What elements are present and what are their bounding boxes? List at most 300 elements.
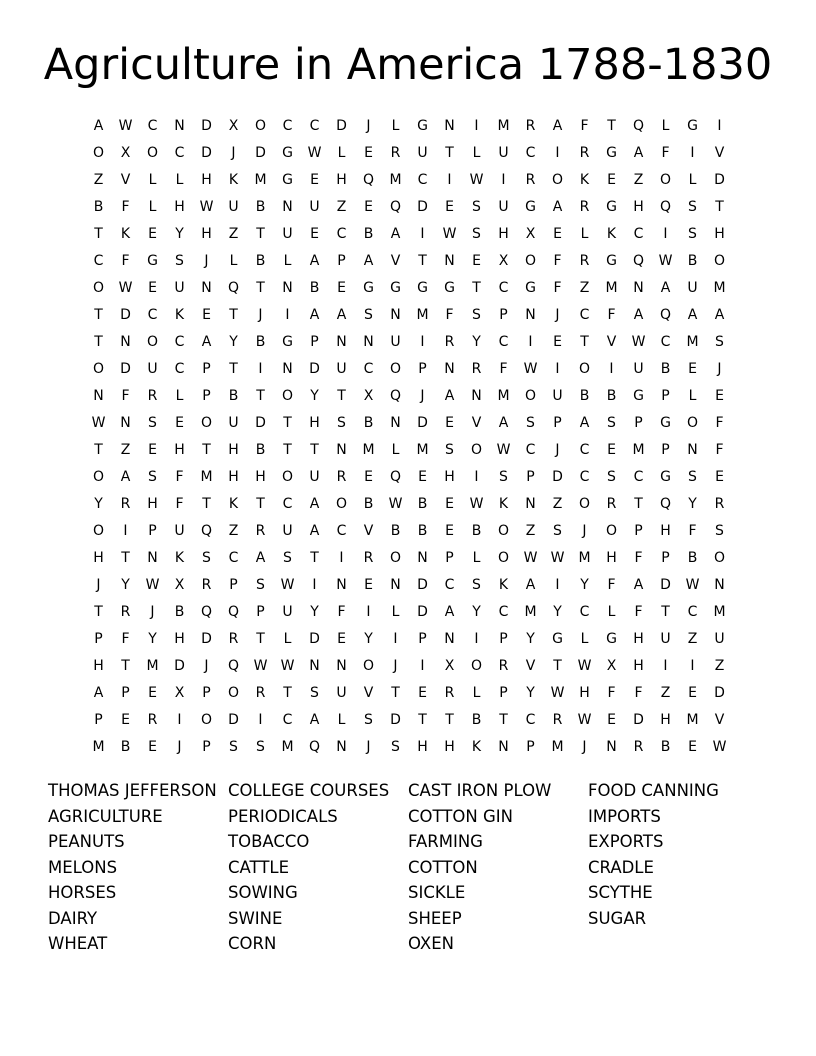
grid-letter: E — [418, 685, 427, 701]
grid-letter: M — [713, 280, 726, 296]
grid-letter: L — [607, 604, 616, 620]
grid-letter: A — [660, 280, 671, 296]
grid-letter: C — [525, 145, 536, 161]
grid-letter: O — [92, 145, 105, 161]
grid-letter: H — [174, 442, 185, 458]
grid-letter: O — [335, 496, 348, 512]
grid-letter: N — [93, 388, 104, 404]
word-list-item: AGRICULTURE — [48, 806, 163, 826]
grid-letter: S — [229, 739, 238, 755]
grid-letter: Q — [659, 307, 672, 323]
grid-letter: L — [337, 145, 346, 161]
grid-letter: S — [715, 334, 724, 350]
grid-letter: I — [663, 658, 668, 674]
grid-letter: H — [309, 415, 320, 431]
grid-letter: W — [523, 361, 538, 377]
grid-letter: S — [256, 577, 265, 593]
grid-letter: O — [605, 523, 618, 539]
grid-letter: N — [336, 334, 347, 350]
grid-letter: I — [447, 172, 452, 188]
grid-letter: U — [687, 280, 698, 296]
grid-letter: E — [310, 172, 319, 188]
grid-letter: N — [282, 280, 293, 296]
grid-letter: I — [555, 361, 560, 377]
grid-letter: O — [146, 334, 159, 350]
grid-letter: Q — [200, 604, 213, 620]
grid-letter: P — [256, 604, 265, 620]
grid-row — [85, 275, 733, 302]
grid-letter: F — [121, 388, 130, 404]
grid-letter: X — [444, 658, 455, 674]
grid-letter: R — [714, 496, 725, 512]
grid-letter: N — [471, 388, 482, 404]
grid-letter: C — [417, 172, 428, 188]
grid-letter: P — [337, 253, 346, 269]
word-list-item: WHEAT — [48, 934, 108, 953]
grid-letter: H — [174, 631, 185, 647]
grid-letter: R — [579, 145, 590, 161]
grid-letter: Y — [310, 388, 319, 404]
grid-row — [85, 140, 733, 167]
grid-letter: R — [552, 712, 563, 728]
grid-row — [85, 356, 733, 383]
grid-letter: N — [687, 442, 698, 458]
word-list-item: THOMAS JEFFERSON — [48, 781, 217, 800]
grid-letter: H — [606, 550, 617, 566]
grid-letter: I — [366, 604, 371, 620]
grid-row — [85, 572, 733, 599]
grid-letter: I — [474, 118, 479, 134]
grid-letter: I — [258, 712, 263, 728]
grid-row — [85, 491, 733, 518]
grid-letter: E — [445, 199, 454, 215]
grid-letter: A — [714, 307, 725, 323]
grid-letter: N — [363, 334, 374, 350]
grid-letter: L — [175, 172, 184, 188]
grid-letter: G — [417, 280, 428, 296]
grid-letter: C — [498, 604, 509, 620]
grid-letter: T — [310, 550, 319, 566]
grid-letter: X — [363, 388, 374, 404]
grid-letter: W — [388, 496, 403, 512]
grid-letter: A — [120, 469, 131, 485]
grid-letter: W — [550, 685, 565, 701]
grid-letter: R — [444, 334, 455, 350]
grid-letter: B — [174, 604, 185, 620]
grid-letter: S — [526, 415, 535, 431]
grid-letter: E — [715, 388, 724, 404]
grid-letter: G — [606, 199, 617, 215]
grid-letter: J — [366, 739, 371, 755]
grid-letter: O — [92, 523, 105, 539]
grid-letter: R — [363, 550, 374, 566]
grid-letter: S — [688, 469, 697, 485]
grid-letter: D — [309, 631, 320, 647]
letter-grid — [85, 113, 733, 761]
grid-letter: J — [717, 361, 722, 377]
grid-letter: F — [580, 118, 589, 134]
grid-letter: N — [174, 118, 185, 134]
grid-letter: T — [580, 334, 589, 350]
grid-letter: D — [120, 307, 131, 323]
grid-letter: G — [633, 388, 644, 404]
grid-letter: T — [553, 658, 562, 674]
grid-letter: M — [605, 280, 618, 296]
grid-letter: N — [147, 550, 158, 566]
grid-letter: Q — [659, 496, 672, 512]
grid-letter: B — [255, 334, 266, 350]
word-list-item: DAIRY — [48, 908, 98, 928]
grid-letter: R — [606, 496, 617, 512]
grid-letter: J — [96, 577, 101, 593]
grid-letter: B — [471, 523, 482, 539]
grid-letter: C — [147, 307, 158, 323]
grid-letter: H — [255, 469, 266, 485]
grid-letter: I — [393, 631, 398, 647]
grid-letter: S — [445, 442, 454, 458]
grid-letter: I — [663, 226, 668, 242]
grid-letter: U — [336, 685, 347, 701]
grid-letter: H — [579, 685, 590, 701]
grid-letter: E — [337, 631, 346, 647]
grid-letter: Y — [148, 631, 157, 647]
grid-letter: L — [283, 631, 292, 647]
grid-letter: P — [229, 577, 238, 593]
grid-letter: C — [147, 118, 158, 134]
grid-letter: H — [228, 442, 239, 458]
grid-letter: U — [336, 361, 347, 377]
grid-letter: J — [420, 388, 425, 404]
grid-row — [85, 410, 733, 437]
grid-letter: B — [417, 523, 428, 539]
grid-letter: G — [363, 280, 374, 296]
grid-letter: F — [553, 253, 562, 269]
grid-letter: Q — [389, 469, 402, 485]
grid-letter: T — [337, 388, 346, 404]
grid-letter: U — [633, 361, 644, 377]
grid-letter: C — [579, 442, 590, 458]
grid-letter: Q — [389, 388, 402, 404]
grid-letter: T — [283, 415, 292, 431]
grid-letter: C — [228, 550, 239, 566]
grid-letter: A — [444, 388, 455, 404]
word-list-item: SOWING — [228, 883, 298, 902]
grid-letter: X — [120, 145, 131, 161]
grid-letter: W — [307, 145, 322, 161]
grid-letter: T — [283, 442, 292, 458]
grid-letter: B — [660, 739, 671, 755]
grid-letter: M — [362, 442, 375, 458]
grid-letter: O — [227, 685, 240, 701]
grid-letter: Z — [660, 685, 671, 701]
grid-letter: P — [661, 388, 670, 404]
grid-letter: S — [175, 253, 184, 269]
grid-letter: T — [229, 361, 238, 377]
grid-letter: C — [336, 523, 347, 539]
grid-letter: T — [229, 307, 238, 323]
grid-letter: I — [717, 118, 722, 134]
grid-letter: M — [416, 442, 429, 458]
grid-letter: E — [688, 739, 697, 755]
grid-letter: M — [146, 658, 159, 674]
grid-letter: L — [148, 172, 157, 188]
grid-letter: J — [150, 604, 155, 620]
grid-letter: Z — [579, 280, 590, 296]
grid-letter: F — [445, 307, 454, 323]
grid-row — [85, 653, 733, 680]
grid-letter: F — [607, 685, 616, 701]
grid-letter: F — [688, 523, 697, 539]
grid-letter: Q — [227, 280, 240, 296]
grid-letter: S — [310, 685, 319, 701]
grid-letter: Y — [472, 604, 481, 620]
grid-letter: B — [390, 523, 401, 539]
grid-letter: T — [256, 388, 265, 404]
grid-letter: R — [525, 118, 536, 134]
grid-letter: R — [579, 253, 590, 269]
grid-letter: N — [444, 253, 455, 269]
grid-letter: Y — [364, 631, 373, 647]
grid-letter: O — [362, 658, 375, 674]
grid-row — [85, 626, 733, 653]
grid-letter: F — [553, 280, 562, 296]
grid-letter: R — [147, 712, 158, 728]
grid-letter: F — [634, 685, 643, 701]
grid-letter: E — [472, 253, 481, 269]
grid-letter: H — [633, 631, 644, 647]
grid-letter: B — [606, 388, 617, 404]
grid-letter: E — [148, 739, 157, 755]
grid-row — [85, 680, 733, 707]
grid-letter: B — [417, 496, 428, 512]
grid-letter: O — [92, 469, 105, 485]
grid-letter: E — [364, 469, 373, 485]
grid-letter: N — [525, 307, 536, 323]
grid-letter: S — [283, 550, 292, 566]
grid-letter: H — [660, 712, 671, 728]
grid-letter: P — [418, 361, 427, 377]
grid-letter: N — [498, 739, 509, 755]
grid-letter: O — [92, 361, 105, 377]
grid-letter: Z — [552, 496, 563, 512]
grid-letter: E — [553, 226, 562, 242]
grid-letter: W — [631, 334, 646, 350]
grid-letter: R — [120, 496, 131, 512]
grid-letter: G — [444, 280, 455, 296]
grid-letter: W — [280, 577, 295, 593]
grid-letter: I — [312, 577, 317, 593]
grid-letter: G — [417, 118, 428, 134]
grid-letter: E — [364, 577, 373, 593]
grid-letter: O — [92, 280, 105, 296]
grid-letter: W — [523, 550, 538, 566]
grid-letter: E — [121, 712, 130, 728]
grid-letter: C — [687, 604, 698, 620]
grid-letter: G — [606, 253, 617, 269]
grid-letter: P — [202, 361, 211, 377]
grid-letter: A — [309, 712, 320, 728]
grid-letter: E — [607, 442, 616, 458]
grid-letter: E — [445, 496, 454, 512]
grid-letter: H — [336, 172, 347, 188]
grid-letter: N — [714, 577, 725, 593]
grid-letter: C — [633, 469, 644, 485]
grid-letter: P — [445, 550, 454, 566]
grid-letter: I — [474, 631, 479, 647]
grid-letter: D — [417, 415, 428, 431]
grid-letter: P — [634, 523, 643, 539]
grid-letter: L — [175, 388, 184, 404]
grid-letter: Y — [526, 685, 535, 701]
grid-letter: I — [609, 361, 614, 377]
grid-letter: D — [660, 577, 671, 593]
grid-letter: P — [94, 631, 103, 647]
grid-letter: F — [121, 253, 130, 269]
grid-letter: F — [715, 415, 724, 431]
grid-letter: B — [660, 361, 671, 377]
grid-letter: U — [714, 631, 725, 647]
grid-letter: K — [120, 226, 131, 242]
grid-letter: S — [688, 226, 697, 242]
grid-letter: W — [280, 658, 295, 674]
grid-letter: R — [147, 388, 158, 404]
grid-letter: B — [120, 739, 131, 755]
grid-letter: H — [201, 226, 212, 242]
grid-letter: B — [309, 280, 320, 296]
word-list-column — [588, 778, 768, 957]
grid-letter: M — [632, 442, 645, 458]
grid-letter: G — [687, 118, 698, 134]
grid-letter: V — [363, 523, 374, 539]
grid-row — [85, 599, 733, 626]
grid-letter: Q — [362, 172, 375, 188]
grid-letter: G — [282, 334, 293, 350]
grid-letter: E — [445, 523, 454, 539]
grid-letter: T — [94, 226, 103, 242]
grid-letter: A — [552, 199, 563, 215]
grid-letter: I — [690, 145, 695, 161]
grid-letter: T — [256, 280, 265, 296]
grid-letter: E — [364, 199, 373, 215]
grid-letter: G — [606, 631, 617, 647]
grid-letter: L — [229, 253, 238, 269]
grid-letter: I — [420, 658, 425, 674]
grid-letter: R — [336, 469, 347, 485]
grid-letter: K — [471, 739, 482, 755]
grid-letter: J — [204, 253, 209, 269]
word-list-item: IMPORTS — [588, 806, 661, 826]
grid-letter: S — [607, 469, 616, 485]
grid-letter: F — [121, 199, 130, 215]
grid-letter: U — [282, 226, 293, 242]
grid-letter: D — [417, 577, 428, 593]
grid-letter: I — [339, 550, 344, 566]
grid-letter: R — [633, 739, 644, 755]
grid-letter: O — [281, 469, 294, 485]
grid-letter: I — [474, 469, 479, 485]
grid-letter: L — [283, 253, 292, 269]
grid-letter: M — [686, 712, 699, 728]
grid-letter: G — [390, 280, 401, 296]
grid-letter: B — [471, 712, 482, 728]
grid-letter: Z — [120, 442, 131, 458]
word-list-item: SHEEP — [408, 908, 462, 928]
grid-letter: Y — [472, 334, 481, 350]
grid-letter: R — [579, 199, 590, 215]
grid-letter: T — [94, 307, 103, 323]
grid-letter: S — [202, 550, 211, 566]
grid-letter: R — [444, 685, 455, 701]
grid-letter: W — [469, 172, 484, 188]
grid-letter: S — [148, 469, 157, 485]
grid-letter: B — [228, 388, 239, 404]
grid-letter: Q — [200, 523, 213, 539]
word-list-item: COTTON — [408, 857, 478, 877]
grid-letter: B — [255, 442, 266, 458]
grid-letter: V — [120, 172, 131, 188]
grid-letter: Z — [714, 658, 725, 674]
grid-letter: F — [715, 442, 724, 458]
grid-letter: W — [199, 199, 214, 215]
grid-letter: H — [417, 739, 428, 755]
grid-letter: S — [391, 739, 400, 755]
grid-letter: A — [633, 577, 644, 593]
grid-letter: C — [498, 334, 509, 350]
grid-row — [85, 167, 733, 194]
grid-letter: E — [148, 442, 157, 458]
grid-letter: B — [363, 496, 374, 512]
grid-letter: L — [661, 118, 670, 134]
grid-letter: O — [200, 415, 213, 431]
grid-letter: K — [498, 577, 509, 593]
grid-letter: P — [499, 631, 508, 647]
grid-letter: J — [258, 307, 263, 323]
grid-letter: M — [578, 550, 591, 566]
grid-letter: A — [201, 334, 212, 350]
page-title: Agriculture in America 1788-1830 — [43, 40, 773, 90]
grid-letter: N — [120, 415, 131, 431]
grid-letter: K — [174, 307, 185, 323]
grid-letter: M — [389, 172, 402, 188]
grid-letter: A — [93, 685, 104, 701]
grid-letter: Z — [93, 172, 104, 188]
grid-letter: L — [580, 631, 589, 647]
grid-letter: T — [256, 226, 265, 242]
grid-letter: D — [633, 712, 644, 728]
grid-letter: N — [336, 442, 347, 458]
grid-letter: V — [606, 334, 617, 350]
grid-letter: L — [337, 712, 346, 728]
grid-letter: V — [714, 145, 725, 161]
grid-letter: I — [555, 145, 560, 161]
grid-letter: J — [204, 658, 209, 674]
grid-letter: M — [686, 334, 699, 350]
grid-letter: G — [282, 172, 293, 188]
grid-letter: S — [715, 523, 724, 539]
grid-letter: L — [148, 199, 157, 215]
grid-letter: Z — [633, 172, 644, 188]
grid-letter: H — [633, 199, 644, 215]
grid-letter: I — [555, 577, 560, 593]
grid-letter: T — [94, 442, 103, 458]
grid-letter: C — [282, 712, 293, 728]
grid-letter: J — [366, 118, 371, 134]
grid-letter: Y — [310, 604, 319, 620]
grid-letter: P — [526, 739, 535, 755]
grid-letter: I — [285, 307, 290, 323]
grid-row — [85, 734, 733, 761]
grid-letter: A — [687, 307, 698, 323]
